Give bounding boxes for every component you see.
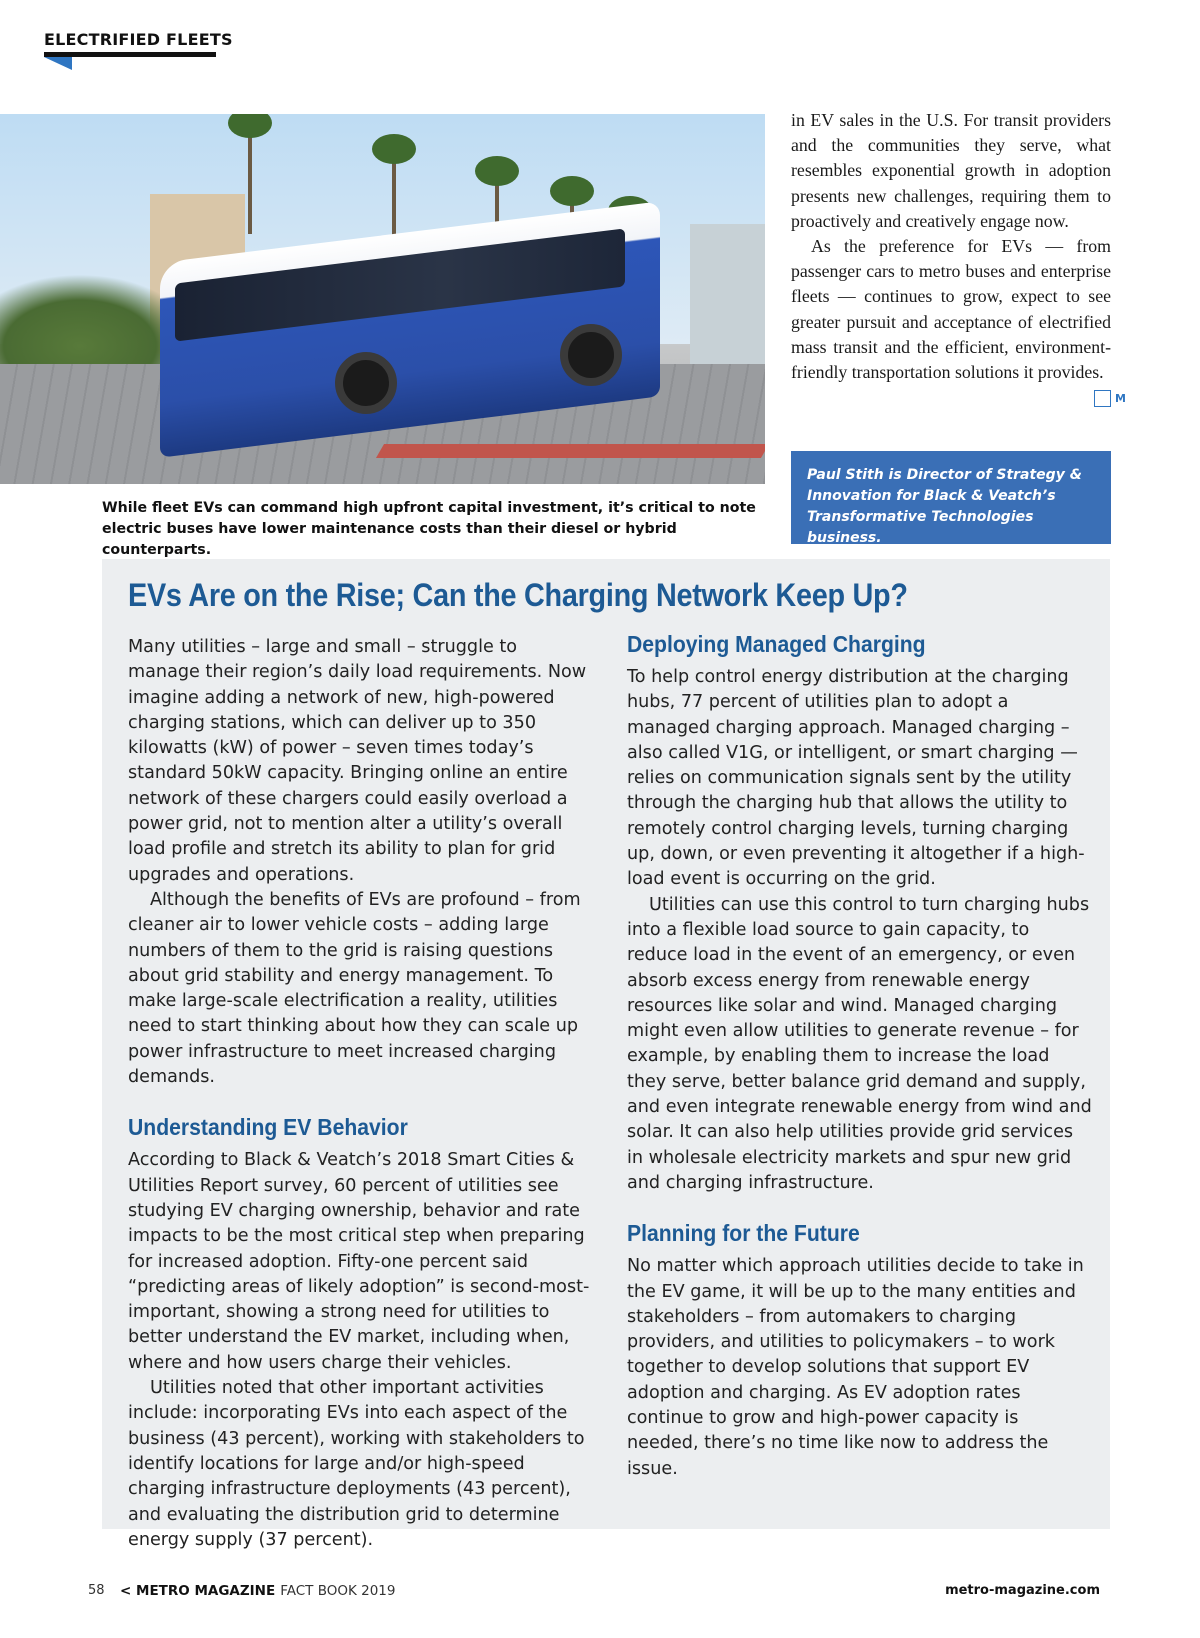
section-wedge [44,57,72,70]
sidebar-left-column [128,635,593,1553]
intro-paragraph: in EV sales in the U.S. For transit providers and the communities they serve, what resembles exponential growth in adoption presents new challenges, requiring them to proactively and creatively engage now. [791,110,1111,231]
section-tag: ELECTRIFIED FLEETS [44,30,233,49]
sidebar-right-column [627,629,1092,1482]
subheading-ev-behavior: Understanding EV Behavior [128,1114,408,1141]
page-number: 58 [88,1583,105,1598]
body-paragraph: To help control energy distribution at the charging hubs, 77 percent of utilities plan to adopt a managed charging approach. Managed charging – also called V1G, or intelligent, or smart charging — relies on communication signals sent by the utility through the charging hub that allows the utility to remotely control charging levels, turning charging up, down, or even preventing it altogether if a high-load event is occurring on the grid. [627,667,1085,890]
site-url: metro-magazine.com [945,1583,1100,1598]
body-paragraph: Although the benefits of EVs are profound – from cleaner air to lower vehicle costs – adding large numbers of them to the grid is raising questions about grid stability and energy management. To make large-scale electrification a reality, utilities need to start thinking about how they can scale up power infrastructure to meet increased charging demands. [128,889,581,1088]
brand-suffix: FACT BOOK 2019 [280,1583,396,1599]
body-paragraph: According to Black & Veatch’s 2018 Smart Cities & Utilities Report survey, 60 percent of utilities see studying EV charging ownership, behavior and rate impacts to be the most critical step when preparing for increased adoption. Fifty-one percent said “predicting areas of likely adoption” is second-most-important, showing a strong need for utilities to better understand the EV market, including when, where and how users charge their vehicles. [128,1150,590,1373]
body-paragraph: Utilities can use this control to turn charging hubs into a flexible load source to gain capacity, to reduce load in the event of an emergency, or even absorb excess energy from renewable energy resources like solar and wind. Managed charging might even allow utilities to generate revenue – for example, by enabling them to increase the load they serve, better balance grid demand and supply, and even integrate renewable energy from wind and solar. It can also help utilities provide grid services in wholesale electricity markets and spur new grid and charging infrastructure. [627,894,1092,1193]
electric-bus-photo [0,114,765,484]
intro-column [791,108,1126,407]
body-paragraph: Utilities noted that other important activities include: incorporating EVs into each aspect of the business (43 percent), working with stakeholders to identify locations for large and/or high-speed charging infrastructure deployments (43 percent), and evaluating the distribution grid to determine energy supply (37 percent). [128,1378,585,1550]
intro-paragraph: As the preference for EVs — from passenger cars to metro buses and enterprise fleets — continues to grow, expect to see greater pursuit and acceptance of electrified mass transit and the efficient, environment-friendly transportation solutions it provides. M [791,236,1126,406]
sidebar-title: EVs Are on the Rise; Can the Charging Network Keep Up? [128,577,908,613]
sidebar-box [102,559,1110,1550]
end-mark-icon: M [1094,390,1111,407]
magazine-brand: < METRO MAGAZINE FACT BOOK 2019 [120,1583,396,1599]
author-bio: Paul Stith is Director of Strategy & Innovation for Black & Veatch’s Transformative Technologies business. [791,451,1111,544]
photo-caption: While fleet EVs can command high upfront capital investment, it’s critical to note electric buses have lower maintenance costs than their diesel or hybrid counterparts. [102,500,756,558]
body-paragraph: No matter which approach utilities decide to take in the EV game, it will be up to the many entities and stakeholders – from automakers to charging providers, and utilities to policymakers – to work together to develop solutions that support EV adoption and charging. As EV adoption rates continue to grow and high-power capacity is needed, there’s no time like now to address the issue. [627,1256,1084,1479]
subheading-managed-charging: Deploying Managed Charging [627,631,926,657]
subheading-planning-future: Planning for the Future [627,1220,860,1247]
body-paragraph: Many utilities – large and small – struggle to manage their region’s daily load requirements. Now imagine adding a network of new, high-powered charging stations, which can deliver up to 350 kilowatts (kW) of power – seven times today’s standard 50kW capacity. Bringing online an entire network of these chargers could easily overload a power grid, not to mention alter a utility’s overall load profile and stretch its ability to plan for grid upgrades and operations. [128,637,587,885]
